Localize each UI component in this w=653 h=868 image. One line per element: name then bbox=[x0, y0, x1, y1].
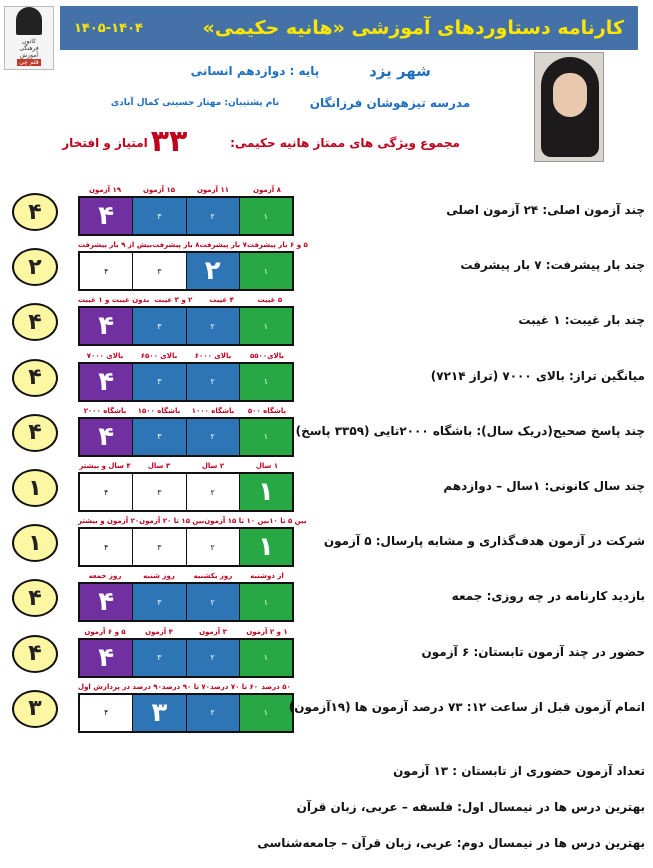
level-label: باشگاه ۲۰۰۰ bbox=[83, 406, 127, 415]
level-cell: ۴ bbox=[80, 308, 133, 344]
level-cell: ۲ bbox=[187, 253, 240, 289]
level-label: ۱۹ آزمون bbox=[88, 186, 122, 194]
level-scale bbox=[78, 196, 294, 236]
level-label: از دوشنبه bbox=[250, 572, 284, 581]
graduate-icon bbox=[16, 7, 42, 35]
level-cell: ۴ bbox=[80, 198, 133, 234]
honor-label: امتیاز و افتخار bbox=[62, 136, 148, 150]
level-scale bbox=[78, 472, 294, 512]
level-scale bbox=[78, 251, 294, 291]
level-scale bbox=[78, 306, 294, 346]
supporter-name: نام پشتیبان: مهتاز حسینی کمال آبادی bbox=[110, 98, 280, 108]
criteria-row bbox=[0, 185, 653, 241]
level-labels bbox=[78, 461, 294, 471]
logo-line: قلم چی bbox=[19, 59, 39, 66]
level-label: بدون غیبت و ۱ غیبت bbox=[78, 296, 150, 305]
level-label: ۸ بار پیشرفت bbox=[152, 241, 200, 250]
level-label: ۹۰ درصد در پردازش اول bbox=[78, 682, 162, 691]
level-cell: ۳ bbox=[133, 198, 186, 234]
criteria-description: چند بار پیشرفت: ۷ بار پیشرفت bbox=[460, 258, 645, 273]
level-cell: ۳ bbox=[133, 529, 186, 565]
criteria-row bbox=[0, 571, 653, 627]
level-scale bbox=[78, 527, 294, 567]
level-cell: ۱ bbox=[240, 198, 292, 234]
level-label: ۶۰ تا ۷۰ درصد bbox=[209, 682, 259, 691]
level-cell: ۴ bbox=[80, 640, 133, 676]
level-label: ۴ سال و بیشتر bbox=[79, 462, 131, 470]
level-cell: ۴ bbox=[80, 253, 133, 289]
level-cell: ۱ bbox=[240, 364, 292, 400]
student-grade: پایه : دوازدهم انسانی bbox=[190, 64, 320, 78]
level-label: بین ۱۰ تا ۱۵ آزمون bbox=[204, 517, 270, 526]
level-cell: ۳ bbox=[133, 364, 186, 400]
criteria-description: چند بار غیبت: ۱ غیبت bbox=[518, 313, 645, 328]
total-label: مجموع ویژگی های ممتاز هانیه حکیمی: bbox=[230, 136, 460, 150]
level-cell: ۲ bbox=[187, 640, 240, 676]
total-score: ۳۳ bbox=[150, 124, 188, 159]
level-cell: ۴ bbox=[80, 529, 133, 565]
level-label: ۳ آزمون bbox=[199, 627, 227, 636]
criteria-description: بازدید کارنامه در چه روزی: جمعه bbox=[451, 589, 645, 604]
level-scale bbox=[78, 417, 294, 457]
level-cell: ۲ bbox=[187, 308, 240, 344]
level-label: بالای ۶۵۰۰ bbox=[140, 351, 178, 360]
score-circle: ۱ bbox=[12, 524, 58, 562]
student-school: مدرسه تیزهوشان فرزانگان bbox=[309, 96, 471, 110]
criteria-row bbox=[0, 627, 653, 683]
criteria-description: حضور در چند آزمون تابستان: ۶ آزمون bbox=[421, 644, 645, 659]
level-label: ۴ غیبت bbox=[209, 296, 234, 305]
level-label: ۸ آزمون bbox=[253, 186, 281, 194]
level-label: ۲ و ۳ غیبت bbox=[154, 296, 193, 305]
criteria-description: میانگین تراز: بالای ۷۰۰۰ (تراز ۷۲۱۴) bbox=[430, 368, 645, 383]
level-cell: ۴ bbox=[80, 364, 133, 400]
level-cell: ۱ bbox=[240, 529, 292, 565]
level-cell: ۲ bbox=[187, 474, 240, 510]
level-scale bbox=[78, 582, 294, 622]
level-cell: ۱ bbox=[240, 474, 292, 510]
level-label: باشگاه ۵۰۰ bbox=[247, 406, 287, 415]
criteria-row bbox=[0, 295, 653, 351]
level-label: ۱ سال bbox=[255, 462, 279, 470]
criteria-description: اتمام آزمون قبل از ساعت ۱۲: ۷۳ درصد آزمون ها (۱۹آزمون) bbox=[288, 699, 645, 714]
level-cell: ۳ bbox=[133, 695, 186, 731]
level-label: روز جمعه bbox=[88, 572, 122, 581]
level-label: ۵ و ۶ آزمون bbox=[84, 627, 126, 636]
level-label: ۱۵ آزمون bbox=[142, 186, 176, 194]
level-cell: ۴ bbox=[80, 584, 133, 620]
level-label: باشگاه ۱۵۰۰ bbox=[137, 406, 181, 415]
score-circle: ۴ bbox=[12, 359, 58, 397]
level-labels bbox=[78, 185, 294, 195]
level-cell: ۳ bbox=[133, 474, 186, 510]
score-circle: ۴ bbox=[12, 579, 58, 617]
level-cell: ۲ bbox=[187, 364, 240, 400]
level-scale bbox=[78, 638, 294, 678]
level-cell: ۱ bbox=[240, 308, 292, 344]
level-labels bbox=[78, 682, 294, 692]
level-cell: ۳ bbox=[133, 584, 186, 620]
level-label: ۷ بار پیشرفت bbox=[199, 241, 247, 250]
level-label: بیش از ۹ بار پیشرفت bbox=[78, 241, 153, 250]
level-label: ۳ سال bbox=[147, 462, 171, 470]
level-cell: ۱ bbox=[240, 584, 292, 620]
level-label: روز یکشنبه bbox=[193, 572, 233, 581]
level-label: ۱ و ۲ آزمون bbox=[246, 627, 288, 636]
report-header bbox=[60, 6, 638, 50]
level-labels bbox=[78, 406, 294, 416]
score-circle: ۱ bbox=[12, 469, 58, 507]
report-title: کارنامه دستاوردهای آموزشی «هانیه حکیمی» bbox=[202, 17, 624, 39]
extra-line: بهترین درس ها در نیمسال دوم: عربی، زبان قرآن – جامعه‌شناسی bbox=[257, 836, 645, 850]
level-label: ۲۰ آزمون و بیشتر bbox=[78, 517, 140, 526]
level-cell: ۱ bbox=[240, 640, 292, 676]
criteria-description: چند پاسخ صحیح(دریک سال): باشگاه ۲۰۰۰تایی (۳۳۵۹ پاسخ) bbox=[295, 423, 645, 438]
level-labels bbox=[78, 351, 294, 361]
level-scale bbox=[78, 693, 294, 733]
level-cell: ۲ bbox=[187, 695, 240, 731]
level-cell: ۳ bbox=[133, 419, 186, 455]
level-label: باشگاه ۱۰۰۰ bbox=[191, 406, 235, 415]
level-label: روز شنبه bbox=[143, 572, 175, 581]
student-city: شهر یزد bbox=[369, 62, 431, 80]
level-cell: ۲ bbox=[187, 198, 240, 234]
level-label: ۵۰ درصد bbox=[261, 682, 291, 691]
academic-year: ۱۴۰۵-۱۴۰۴ bbox=[74, 20, 143, 36]
kanoon-logo bbox=[4, 6, 54, 70]
level-label: بین ۱۵ تا ۲۰ آزمون bbox=[139, 517, 205, 526]
level-labels bbox=[78, 240, 308, 250]
level-labels bbox=[78, 571, 294, 581]
level-cell: ۱ bbox=[240, 695, 292, 731]
level-cell: ۴ bbox=[80, 419, 133, 455]
criteria-description: چند آزمون اصلی: ۲۴ آزمون اصلی bbox=[446, 203, 645, 217]
criteria-row bbox=[0, 406, 653, 462]
level-label: ۷۰ تا ۹۰ درصد bbox=[161, 682, 210, 691]
criteria-description: چند سال کانونی: ۱سال – دوازدهم bbox=[443, 479, 645, 493]
level-cell: ۳ bbox=[133, 640, 186, 676]
criteria-row bbox=[0, 682, 653, 738]
extra-line: بهترین درس ها در نیمسال اول: فلسفه – عربی، زبان قرآن bbox=[296, 800, 645, 814]
criteria-row bbox=[0, 240, 653, 296]
score-circle: ۳ bbox=[12, 690, 58, 728]
level-label: ۲ سال bbox=[201, 462, 225, 470]
level-label: بالای ۷۰۰۰ bbox=[86, 351, 124, 360]
level-cell: ۴ bbox=[80, 695, 133, 731]
level-cell: ۲ bbox=[187, 529, 240, 565]
logo-line: کانون bbox=[22, 38, 36, 45]
level-cell: ۲ bbox=[187, 419, 240, 455]
criteria-description: شرکت در آزمون هدف‌گذاری و مشابه پارسال: ۵ آزمون bbox=[323, 534, 645, 549]
level-scale bbox=[78, 362, 294, 402]
criteria-row bbox=[0, 351, 653, 407]
level-cell: ۳ bbox=[133, 308, 186, 344]
level-label: بالای ۶۰۰۰ bbox=[194, 351, 232, 360]
level-cell: ۱ bbox=[240, 419, 292, 455]
level-label: ۵ غیبت bbox=[257, 296, 283, 305]
score-circle: ۴ bbox=[12, 303, 58, 341]
criteria-row bbox=[0, 461, 653, 517]
level-labels bbox=[78, 516, 307, 526]
level-label: ۱۱ آزمون bbox=[196, 186, 230, 194]
level-label: بین ۵ تا ۱۰ bbox=[269, 517, 307, 526]
score-circle: ۴ bbox=[12, 635, 58, 673]
level-labels bbox=[78, 627, 294, 637]
level-cell: ۲ bbox=[187, 584, 240, 620]
level-cell: ۴ bbox=[80, 474, 133, 510]
score-circle: ۴ bbox=[12, 414, 58, 452]
level-cell: ۳ bbox=[133, 253, 186, 289]
score-circle: ۴ bbox=[12, 193, 58, 231]
logo-line: فرهنگی bbox=[19, 45, 39, 52]
level-cell: ۱ bbox=[240, 253, 292, 289]
criteria-row bbox=[0, 516, 653, 572]
student-photo bbox=[534, 52, 604, 162]
level-label: ۴ آزمون bbox=[145, 627, 173, 636]
score-circle: ۲ bbox=[12, 248, 58, 286]
level-labels bbox=[78, 295, 294, 305]
level-label: ۵ و ۶ بار پیشرفت bbox=[246, 241, 308, 250]
level-label: بالای۵۵۰۰ bbox=[250, 351, 284, 360]
extra-line: تعداد آزمون حضوری از تابستان : ۱۳ آزمون bbox=[393, 764, 645, 778]
logo-line: آموزش bbox=[19, 52, 39, 59]
